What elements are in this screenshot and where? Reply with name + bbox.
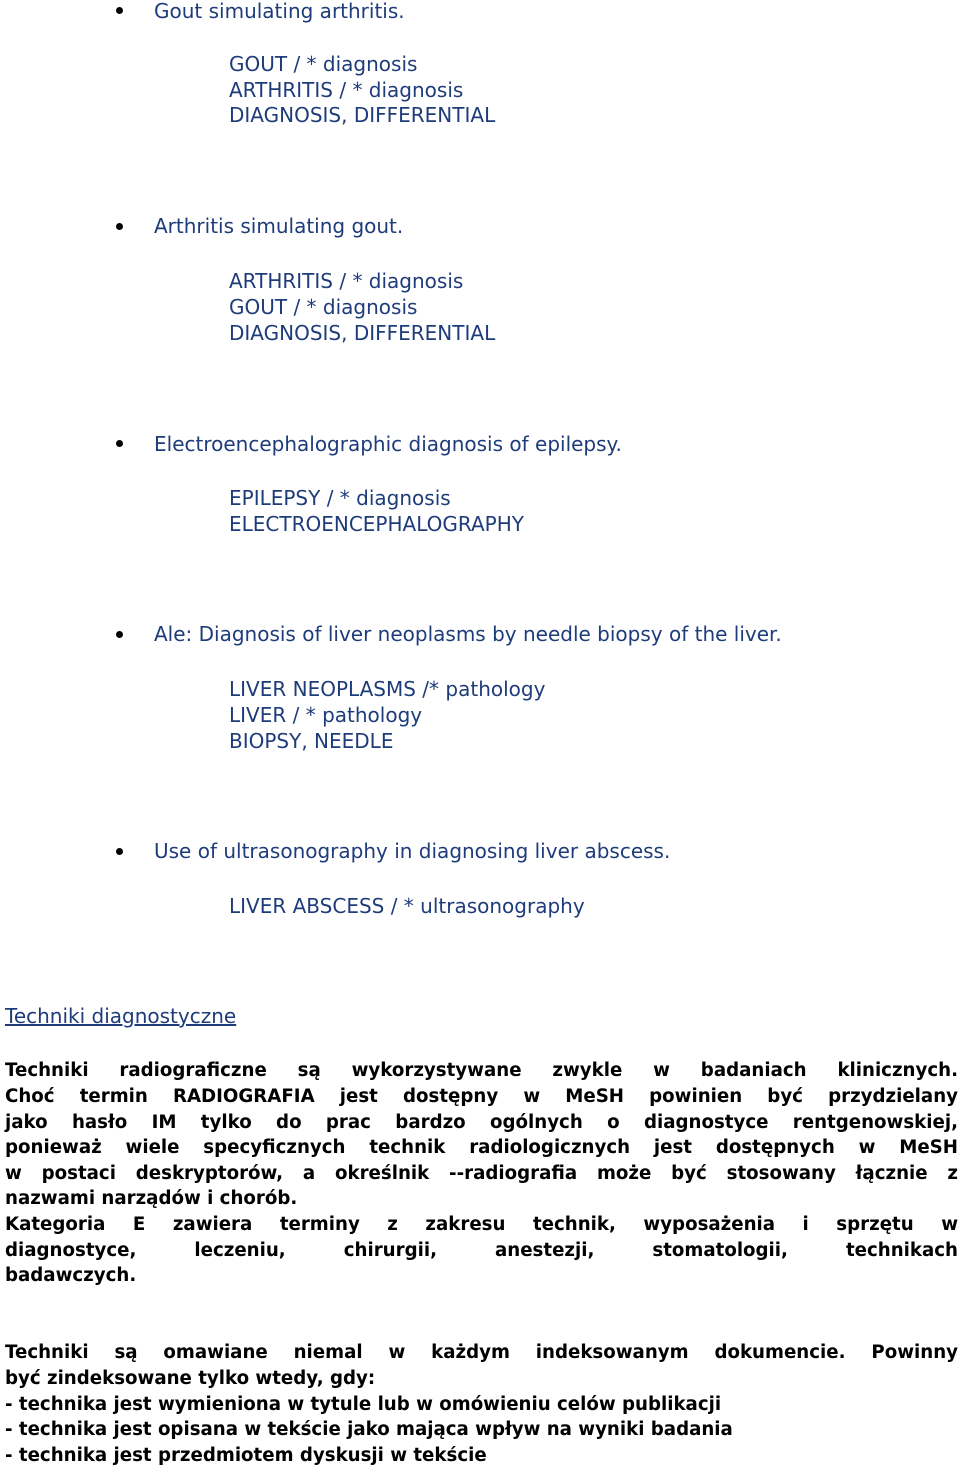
mesh-term: LIVER NEOPLASMS /* pathology bbox=[229, 677, 546, 701]
bullet-icon bbox=[116, 848, 123, 855]
bullet-icon bbox=[116, 440, 123, 447]
mesh-term: LIVER / * pathology bbox=[229, 703, 423, 727]
mesh-term: ELECTROENCEPHALOGRAPHY bbox=[229, 512, 524, 536]
item-title: Arthritis simulating gout. bbox=[154, 214, 404, 238]
mesh-term: DIAGNOSIS, DIFFERENTIAL bbox=[229, 103, 496, 127]
mesh-term: ARTHRITIS / * diagnosis bbox=[229, 269, 464, 293]
paragraph-line: Kategoria E zawiera terminy z zakresu technik, wyposażenia i sprzętu w bbox=[5, 1214, 958, 1235]
mesh-term: DIAGNOSIS, DIFFERENTIAL bbox=[229, 321, 496, 345]
mesh-term: LIVER ABSCESS / * ultrasonography bbox=[229, 894, 585, 918]
paragraph-line: - technika jest opisana w tekście jako mająca wpływ na wyniki badania bbox=[5, 1419, 733, 1440]
paragraph-line: w postaci deskryptorów, a określnik --radiografia może być stosowany łącznie z bbox=[5, 1163, 958, 1184]
item-title: Electroencephalographic diagnosis of epilepsy. bbox=[154, 432, 622, 456]
paragraph-line: - technika jest przedmiotem dyskusji w tekście bbox=[5, 1445, 487, 1466]
mesh-term: EPILEPSY / * diagnosis bbox=[229, 486, 451, 510]
paragraph-line: nazwami narządów i chorób. bbox=[5, 1188, 298, 1209]
mesh-term: GOUT / * diagnosis bbox=[229, 295, 418, 319]
section-heading: Techniki diagnostyczne bbox=[5, 1004, 237, 1028]
bullet-icon bbox=[116, 7, 123, 14]
mesh-term: BIOPSY, NEEDLE bbox=[229, 729, 394, 753]
paragraph-line: diagnostyce, leczeniu, chirurgii, anestezji, stomatologii, technikach bbox=[5, 1240, 958, 1261]
paragraph-line: być zindeksowane tylko wtedy, gdy: bbox=[5, 1368, 376, 1389]
paragraph-line: badawczych. bbox=[5, 1265, 137, 1286]
paragraph-line: Choć termin RADIOGRAFIA jest dostępny w MeSH powinien być przydzielany bbox=[5, 1086, 958, 1107]
item-title: Ale: Diagnosis of liver neoplasms by needle biopsy of the liver. bbox=[154, 622, 782, 646]
item-title: Gout simulating arthritis. bbox=[154, 0, 405, 23]
paragraph-line: Techniki radiograficzne są wykorzystywane zwykle w badaniach klinicznych. bbox=[5, 1060, 958, 1081]
bullet-icon bbox=[116, 223, 123, 230]
paragraph-line: jako hasło IM tylko do prac bardzo ogólnych o diagnostyce rentgenowskiej, bbox=[5, 1112, 958, 1133]
paragraph-line: - technika jest wymieniona w tytule lub w omówieniu celów publikacji bbox=[5, 1394, 722, 1415]
bullet-icon bbox=[116, 631, 123, 638]
mesh-term: GOUT / * diagnosis bbox=[229, 52, 418, 76]
paragraph-line: Techniki są omawiane niemal w każdym indeksowanym dokumencie. Powinny bbox=[5, 1342, 958, 1363]
mesh-term: ARTHRITIS / * diagnosis bbox=[229, 78, 464, 102]
item-title: Use of ultrasonography in diagnosing liver abscess. bbox=[154, 839, 671, 863]
paragraph-line: ponieważ wiele specyficznych technik radiologicznych jest dostępnych w MeSH bbox=[5, 1137, 958, 1158]
